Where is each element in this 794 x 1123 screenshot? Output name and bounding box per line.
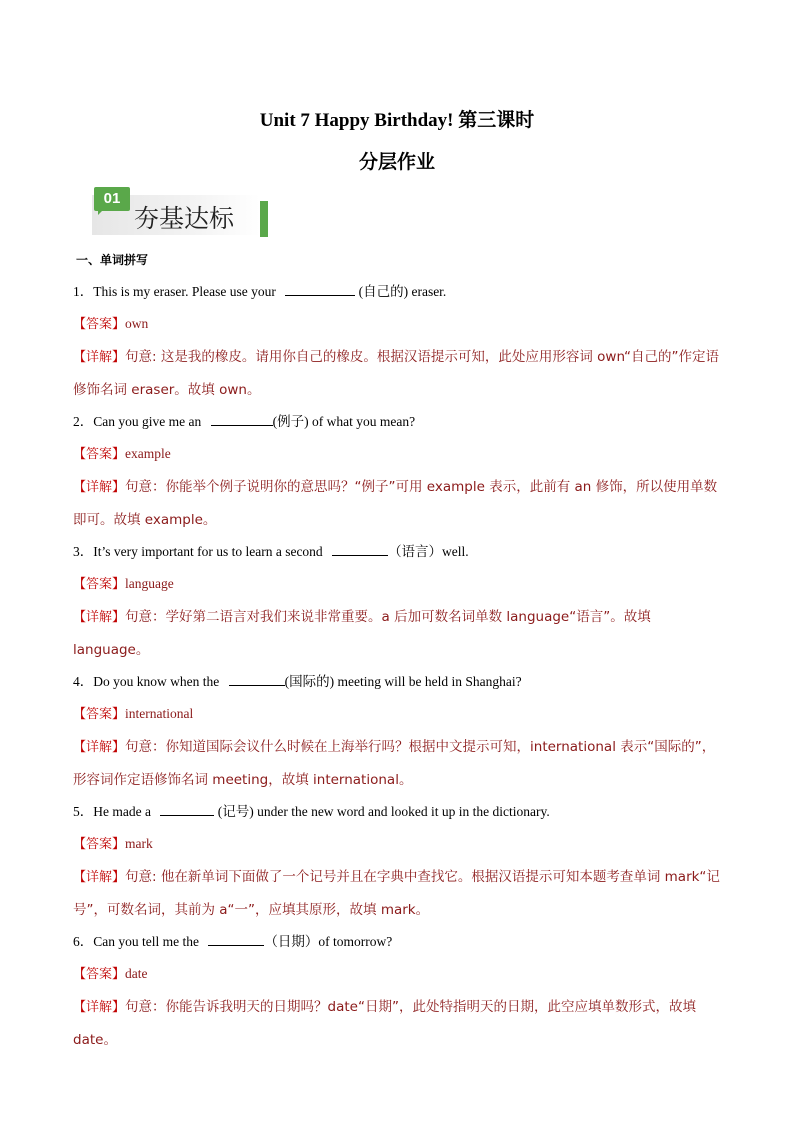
- answer-tag: 【答案】: [73, 577, 126, 592]
- answer-blank: [208, 933, 264, 946]
- question-prefix: 3．It’s very important for us to learn a second: [73, 544, 323, 559]
- question-item: [73, 926, 725, 958]
- answer-blank: [332, 543, 388, 556]
- explanation: [73, 731, 725, 796]
- detail-tag: 【详解】: [73, 1000, 126, 1015]
- detail-tag: 【详解】: [73, 610, 126, 625]
- answer-line: [73, 308, 725, 341]
- explanation: [73, 341, 725, 406]
- answer-text: mark: [125, 836, 153, 851]
- answer-tag: 【答案】: [73, 967, 126, 982]
- explanation: [73, 601, 725, 666]
- question-suffix: （日期）of tomorrow?: [264, 934, 393, 949]
- banner-label: 夯基达标: [134, 204, 235, 233]
- section-banner: [84, 183, 274, 237]
- question-suffix: (记号) under the new word and looked it up in the dictionary.: [214, 804, 550, 819]
- question-item: [73, 666, 725, 698]
- explanation-text: 句意: 这是我的橡皮。请用你自己的橡皮。根据汉语提示可知，此处应用形容词 own“自己的”作定语修饰名词 eraser。故填 own。: [73, 349, 720, 398]
- explanation-text: 句意：学好第二语言对我们来说非常重要。a 后加可数名词单数 language“语言”。故填 language。: [73, 609, 651, 658]
- question-suffix: (国际的) meeting will be held in Shanghai?: [284, 674, 522, 689]
- answer-tag: 【答案】: [73, 707, 126, 722]
- detail-tag: 【详解】: [73, 740, 126, 755]
- explanation: [73, 991, 725, 1056]
- question-prefix: 4．Do you know when the: [73, 674, 220, 689]
- question-item: [73, 536, 725, 568]
- answer-tag: 【答案】: [73, 837, 126, 852]
- document-title: Unit 7 Happy Birthday! 第三课时: [259, 110, 535, 131]
- badge-tail-icon: [98, 209, 104, 215]
- banner-number-badge: 01: [94, 187, 130, 211]
- explanation: [73, 471, 725, 536]
- answer-text: international: [125, 706, 194, 721]
- answer-line: [73, 828, 725, 861]
- question-item: [73, 276, 725, 308]
- explanation-text: 句意：你能举个例子说明你的意思吗？“例子”可用 example 表示，此前有 an 修饰，所以使用单数即可。故填 example。: [73, 479, 718, 528]
- question-prefix: 2．Can you give me an: [73, 414, 202, 429]
- explanation-text: 句意：你能告诉我明天的日期吗？date“日期”，此处特指明天的日期，此空应填单数形式，故填 date。: [73, 999, 696, 1048]
- answer-tag: 【答案】: [73, 447, 126, 462]
- answer-blank: [285, 283, 355, 296]
- question-prefix: 1．This is my eraser. Please use your: [73, 284, 276, 299]
- answer-blank: [229, 673, 285, 686]
- answer-text: own: [125, 316, 149, 331]
- answer-text: example: [125, 446, 171, 461]
- question-suffix: (例子) of what you mean?: [272, 414, 416, 429]
- answer-blank: [211, 413, 273, 426]
- answer-tag: 【答案】: [73, 317, 126, 332]
- question-prefix: 5．He made a: [73, 804, 151, 819]
- question-item: [73, 406, 725, 438]
- answer-line: [73, 698, 725, 731]
- question-item: [73, 796, 725, 828]
- section-heading: 一、单词拼写: [76, 253, 149, 267]
- question-suffix: (自己的) eraser.: [358, 284, 447, 299]
- explanation-text: 句意：你知道国际会议什么时候在上海举行吗？根据中文提示可知，international 表示“国际的”，形容词作定语修饰名词 meeting，故填 international。: [73, 739, 716, 788]
- question-suffix: （语言）well.: [388, 544, 469, 559]
- answer-line: [73, 568, 725, 601]
- explanation-text: 句意: 他在新单词下面做了一个记号并且在字典中查找它。根据汉语提示可知本题考查单词 mark“记号”，可数名词，其前为 a“一”，应填其原形，故填 mark。: [73, 869, 720, 918]
- banner-accent-bar: [260, 201, 268, 237]
- answer-blank: [160, 803, 214, 816]
- question-list: [73, 276, 725, 1056]
- detail-tag: 【详解】: [73, 870, 126, 885]
- question-prefix: 6．Can you tell me the: [73, 934, 199, 949]
- detail-tag: 【详解】: [73, 350, 126, 365]
- document-subtitle: 分层作业: [358, 151, 435, 173]
- answer-line: [73, 958, 725, 991]
- answer-line: [73, 438, 725, 471]
- answer-text: language: [125, 576, 174, 591]
- explanation: [73, 861, 725, 926]
- detail-tag: 【详解】: [73, 480, 126, 495]
- answer-text: date: [125, 966, 148, 981]
